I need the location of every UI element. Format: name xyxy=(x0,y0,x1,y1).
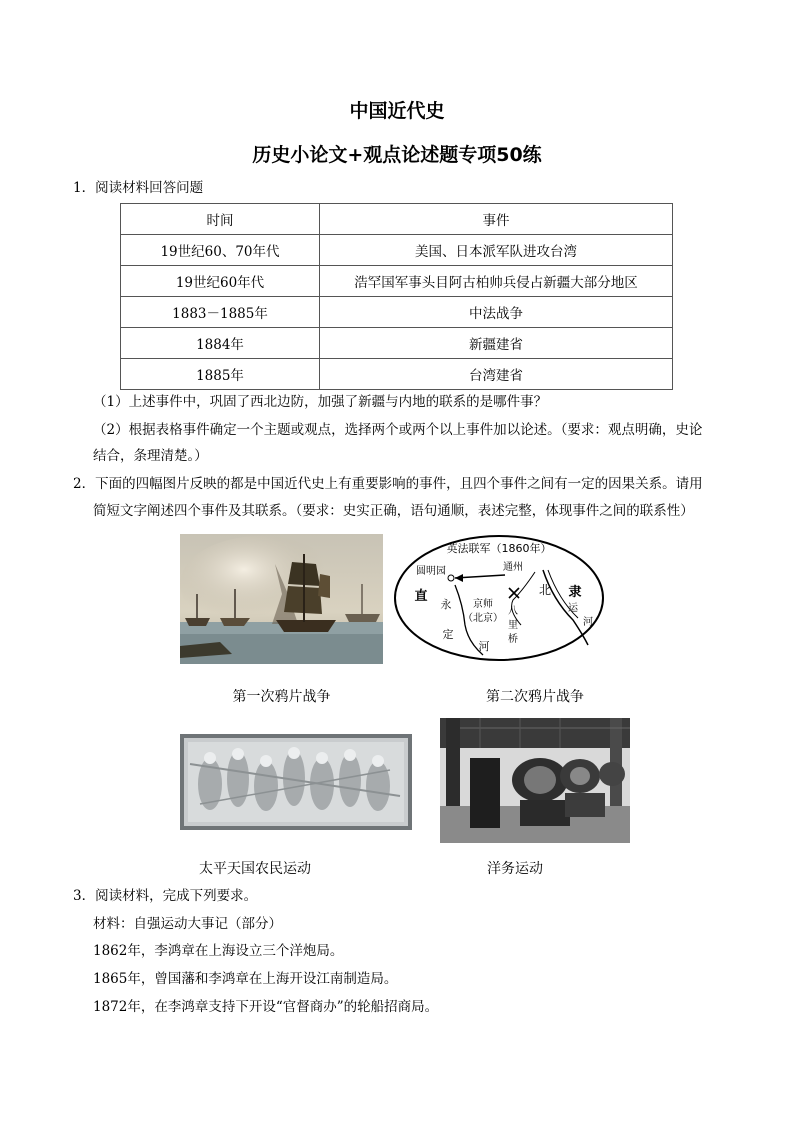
table-row xyxy=(121,266,673,297)
q3-item: 1862年，李鸿章在上海设立三个洋炮局。 xyxy=(93,943,344,959)
map-label-he-west: 河 xyxy=(478,640,490,653)
table-cell: 1884年 xyxy=(121,328,320,359)
page-subtitle: 历史小论文+观点论述题专项50练 xyxy=(252,144,542,166)
map-label-beijing: （北京） xyxy=(463,613,503,624)
table-cell: 1885年 xyxy=(121,359,320,390)
table-header: 时间 xyxy=(121,204,320,235)
page-title: 中国近代史 xyxy=(349,100,445,122)
map-label-zhi: 直 xyxy=(414,589,428,604)
q3-item: 1865年，曾国藩和李鸿章在上海开设江南制造局。 xyxy=(93,971,398,987)
map-label-ba: 八 xyxy=(508,606,518,617)
q3-material: 材料：自强运动大事记（部分） xyxy=(93,916,282,932)
map-label-qiao: 桥 xyxy=(508,634,518,645)
table-cell: 19世纪60年代 xyxy=(121,266,320,297)
table-header-row xyxy=(121,204,673,235)
map-label-ding: 定 xyxy=(442,628,454,641)
map-label-he-east: 河 xyxy=(583,617,593,628)
table-row xyxy=(121,359,673,390)
map-label-yun: 运 xyxy=(568,603,578,614)
table-header: 事件 xyxy=(320,204,673,235)
map-label-jingshi: 京师 xyxy=(473,599,493,610)
map-label-yuanmingyuan: 圆明园 xyxy=(416,566,446,577)
map-title: 英法联军（1860年） xyxy=(446,542,552,555)
caption-first-opium-war: 第一次鸦片战争 xyxy=(232,689,331,705)
events-table xyxy=(120,203,673,390)
q3-item: 1872年，在李鸿章支持下开设“官督商办”的轮船招商局。 xyxy=(93,999,439,1015)
map-label-li2: 里 xyxy=(508,620,518,631)
second-opium-war-map xyxy=(393,530,606,664)
caption-self-strengthening: 洋务运动 xyxy=(487,861,543,877)
taiping-relief-image xyxy=(180,734,412,830)
table-cell: 台湾建省 xyxy=(320,359,673,390)
q1-heading: 1．阅读材料回答问题 xyxy=(73,180,204,196)
caption-second-opium-war: 第二次鸦片战争 xyxy=(486,689,584,705)
table-cell: 19世纪60、70年代 xyxy=(121,235,320,266)
arsenal-factory-photo xyxy=(440,718,630,843)
q1-sub2: （2）根据表格事件确定一个主题或观点，选择两个或两个以上事件加以论述。（要求：观点明确，史论 xyxy=(93,422,703,438)
caption-taiping: 太平天国农民运动 xyxy=(199,861,311,877)
map-label-li: 隶 xyxy=(568,585,582,600)
q2-text: 2．下面的四幅图片反映的都是中国近代史上有重要影响的事件，且四个事件之间有一定的因果关系。请用 xyxy=(73,476,703,492)
q2-text-cont: 简短文字阐述四个事件及其联系。（要求：史实正确，语句通顺，表述完整，体现事件之间的联系性） xyxy=(93,503,694,519)
map-label-bei: 北 xyxy=(538,583,552,597)
table-row xyxy=(121,328,673,359)
q3-heading: 3．阅读材料，完成下列要求。 xyxy=(73,888,258,904)
table-cell: 1883－1885年 xyxy=(121,297,320,328)
table-cell: 中法战争 xyxy=(320,297,673,328)
map-label-yong: 永 xyxy=(440,598,452,611)
table-cell: 美国、日本派军队进攻台湾 xyxy=(320,235,673,266)
table-cell: 新疆建省 xyxy=(320,328,673,359)
q1-sub2-cont: 结合，条理清楚。） xyxy=(93,448,208,464)
table-cell: 浩罕国军事头目阿古柏帅兵侵占新疆大部分地区 xyxy=(320,266,673,297)
map-label-tongzhou: 通州 xyxy=(503,562,523,573)
opium-war-painting xyxy=(180,534,383,664)
q1-sub1: （1）上述事件中，巩固了西北边防，加强了新疆与内地的联系的是哪件事？ xyxy=(93,394,548,410)
table-row xyxy=(121,297,673,328)
table-row xyxy=(121,235,673,266)
